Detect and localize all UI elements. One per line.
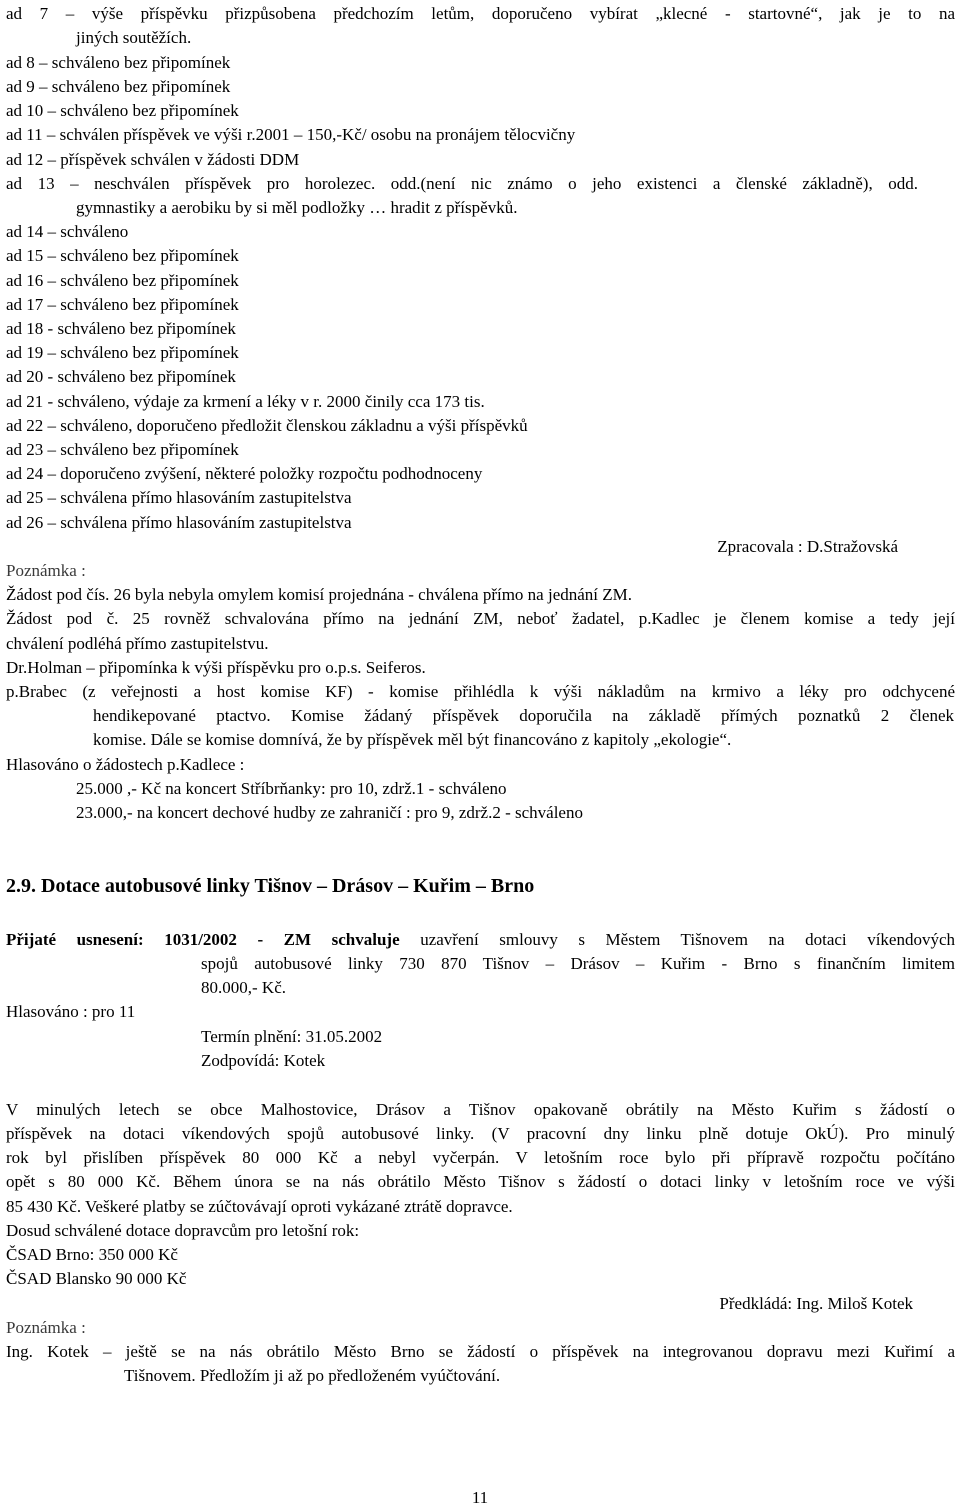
text-line: jiných soutěžích.: [76, 28, 192, 47]
paragraph-line: V minulých letech se obce Malhostovice, Drásov a Tišnov opakovaně obrátily na Město Kuřim s žádostí o: [6, 1100, 955, 1119]
resolution-text: uzavření smlouvy s Městem Tišnovem na dotaci víkendových: [420, 930, 956, 949]
text-line: ad 21 - schváleno, výdaje za krmení a léky v r. 2000 činily cca 173 tis.: [6, 392, 485, 411]
text-line: ad 18 - schváleno bez připomínek: [6, 319, 236, 338]
text-line: ad 15 – schváleno bez připomínek: [6, 246, 239, 265]
note-line: Ing. Kotek – ještě se na nás obrátilo Město Brno se žádostí o příspěvek na integrovanou dopravu mezi Kuřimí a: [6, 1342, 955, 1361]
text-line: ad 14 – schváleno: [6, 222, 129, 241]
note-label: Poznámka :: [6, 561, 86, 580]
text-line: ad 11 – schválen příspěvek ve výši r.2001 – 150,-Kč/ osobu na pronájem tělocvičny: [6, 125, 576, 144]
note-line: Žádost pod čís. 26 byla nebyla omylem komisí projednána - chválena přímo na jednání ZM.: [6, 585, 633, 604]
resolution-line: spojů autobusové linky 730 870 Tišnov – Drásov – Kuřim - Brno s finančním limitem: [201, 954, 955, 973]
note-line: Dr.Holman – připomínka k výši příspěvku pro o.p.s. Seiferos.: [6, 658, 426, 677]
paragraph-line: opět s 80 000 Kč. Během února se na nás obrátilo Město Tišnov s žádostí o dotaci linky v letošním roce ve výši: [6, 1172, 955, 1191]
note-line: komise. Dále se komise domnívá, že by příspěvek měl být financováno z kapitoly „ekologie“.: [93, 730, 732, 749]
paragraph-line: 85 430 Kč. Veškeré platby se zúčtovávají oproti vykázané ztrátě dopravce.: [6, 1197, 513, 1216]
note-line: Hlasováno o žádostech p.Kadlece :: [6, 755, 245, 774]
note-line: chválení podléhá přímo zastupitelstvu.: [6, 634, 269, 653]
text-line: gymnastiky a aerobiku by si měl podložky … hradit z příspěvků.: [76, 198, 518, 217]
text-line: ad 17 – schváleno bez připomínek: [6, 295, 239, 314]
text-line: ad 7 – výše příspěvku přizpůsobena předchozím letům, doporučeno vybírat „klecné - startovné“, jak je to na: [6, 4, 955, 23]
deadline: Termín plnění: 31.05.2002: [201, 1027, 383, 1046]
text-line: ad 8 – schváleno bez připomínek: [6, 53, 231, 72]
resolution-line: 80.000,- Kč.: [201, 978, 286, 997]
resolution-line: [6, 930, 955, 950]
text-line: ad 22 – schváleno, doporučeno předložit členskou základnu a výši příspěvků: [6, 416, 528, 435]
text-line: ad 19 – schváleno bez připomínek: [6, 343, 239, 362]
submitted-by: Předkládá: Ing. Miloš Kotek: [719, 1294, 913, 1313]
responsible-person: Zodpovídá: Kotek: [201, 1051, 326, 1070]
text-line: ad 9 – schváleno bez připomínek: [6, 77, 231, 96]
text-line: ad 12 – příspěvek schválen v žádosti DDM: [6, 150, 300, 169]
paragraph-line: ČSAD Blansko 90 000 Kč: [6, 1269, 187, 1288]
text-line: ad 20 - schváleno bez připomínek: [6, 367, 236, 386]
note-line: p.Brabec (z veřejnosti a host komise KF) - komise přihlédla k výši nákladům na krmivo a léky pro odchycené: [6, 682, 955, 701]
text-line: ad 24 – doporučeno zvýšení, některé položky rozpočtu podhodnoceny: [6, 464, 483, 483]
text-line: ad 26 – schválena přímo hlasováním zastupitelstva: [6, 513, 352, 532]
paragraph-line: příspěvek na dotaci víkendových spojů autobusové linky. (V pracovní dny linku plně dotuje OkÚ). Pro minulý: [6, 1124, 955, 1143]
paragraph-line: ČSAD Brno: 350 000 Kč: [6, 1245, 178, 1264]
paragraph-line: Dosud schválené dotace dopravcům pro letošní rok:: [6, 1221, 360, 1240]
note-line: Žádost pod č. 25 rovněž schvalována přímo na jednání ZM, neboť žadatel, p.Kadlec je členem komise a tedy její: [6, 609, 955, 628]
text-line: ad 13 – neschválen příspěvek pro horolezec. odd.(není nic známo o jeho existenci a členské základně), odd.: [6, 174, 918, 193]
note-line: 25.000 ,- Kč na koncert Stříbrňanky: pro 10, zdrž.1 - schváleno: [76, 779, 507, 798]
prepared-by: Zpracovala : D.Stražovská: [717, 537, 898, 556]
text-line: ad 10 – schváleno bez připomínek: [6, 101, 239, 120]
resolution-label: Přijaté usnesení: 1031/2002 - ZM schvaluje: [6, 930, 400, 949]
note-line: hendikepované ptactvo. Komise žádaný příspěvek doporučila na základě přímých poznatků 2 členek: [93, 706, 954, 725]
text-line: ad 25 – schválena přímo hlasováním zastupitelstva: [6, 488, 352, 507]
vote-result: Hlasováno : pro 11: [6, 1002, 136, 1021]
text-line: ad 16 – schváleno bez připomínek: [6, 271, 239, 290]
note-line: Tišnovem. Předložím ji až po předloženém vyúčtování.: [124, 1366, 501, 1385]
paragraph-line: rok byl přislíben příspěvek 80 000 Kč a nebyl vyčerpán. V letošním roce bylo při přípravě rozpočtu počítáno: [6, 1148, 955, 1167]
text-line: ad 23 – schváleno bez připomínek: [6, 440, 239, 459]
page-number: 11: [471, 1488, 489, 1507]
note-line: 23.000,- na koncert dechové hudby ze zahraničí : pro 9, zdrž.2 - schváleno: [76, 803, 583, 822]
section-heading: 2.9. Dotace autobusové linky Tišnov – Drásov – Kuřim – Brno: [6, 875, 535, 897]
note-label: Poznámka :: [6, 1318, 86, 1337]
